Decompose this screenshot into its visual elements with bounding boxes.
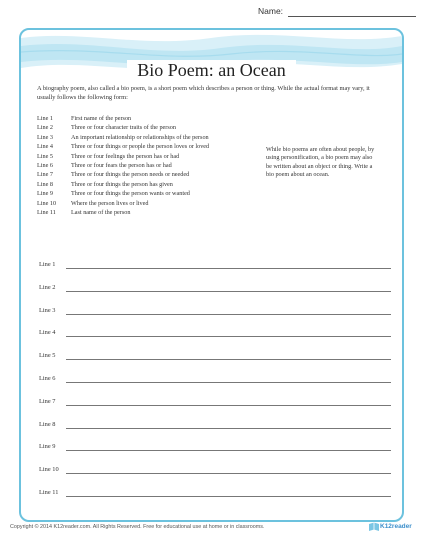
form-row: Line 8 Three or four things the person has given — [37, 180, 173, 188]
writing-line[interactable]: Line 2 — [39, 284, 391, 307]
form-row: Line 6 Three or four fears the person has or had — [37, 161, 172, 169]
writing-line[interactable]: Line 7 — [39, 398, 391, 421]
ocean-note: While bio poems are often about people, by using personification, a bio poem may also be written about an object or thing. Write a bio poem about an ocean. — [266, 146, 375, 179]
form-row: Line 11 Last name of the person — [37, 208, 131, 216]
form-guide — [37, 115, 277, 218]
form-row: Line 4 Three or four things or people the person loves or loved — [37, 143, 210, 151]
writing-line[interactable]: Line 6 — [39, 375, 391, 398]
writing-lines — [39, 261, 391, 512]
writing-line[interactable]: Line 5 — [39, 352, 391, 375]
name-line[interactable] — [288, 16, 416, 17]
writing-line[interactable]: Line 3 — [39, 307, 391, 330]
name-field[interactable] — [258, 5, 416, 19]
page-title: Bio Poem: an Ocean — [21, 60, 402, 81]
form-row: Line 1 First name of the person — [37, 115, 132, 122]
writing-line[interactable]: Line 11 — [39, 489, 391, 512]
writing-line[interactable]: Line 1 — [39, 261, 391, 284]
form-row: Line 2 Three or four character traits of the person — [37, 124, 176, 132]
writing-line[interactable]: Line 8 — [39, 421, 391, 444]
form-row: Line 7 Three or four things the person needs or needed — [37, 171, 190, 179]
intro-paragraph: A biography poem, also called a bio poem, is a short poem which describes a person or thing. While the actual format may vary, it usually follows the following form: — [37, 85, 370, 101]
worksheet-frame — [19, 28, 404, 522]
name-label: Name: — [258, 6, 284, 16]
form-row: Line 3 An important relationship or relationships of the person — [37, 133, 209, 141]
k12reader-logo: K12reader — [368, 520, 414, 534]
form-row: Line 9 Three or four things the person wants or wanted — [37, 190, 190, 198]
book-icon — [368, 521, 380, 533]
copyright-footer: Copyright © 2014 K12reader.com. All Rights Reserved. Free for educational use at home or in classrooms. — [10, 524, 265, 530]
writing-line[interactable]: Line 4 — [39, 329, 391, 352]
form-row: Line 10 Where the person lives or lived — [37, 199, 149, 207]
form-row: Line 5 Three or four feelings the person has or had — [37, 152, 180, 160]
writing-line[interactable]: Line 9 — [39, 443, 391, 466]
writing-line[interactable]: Line 10 — [39, 466, 391, 489]
